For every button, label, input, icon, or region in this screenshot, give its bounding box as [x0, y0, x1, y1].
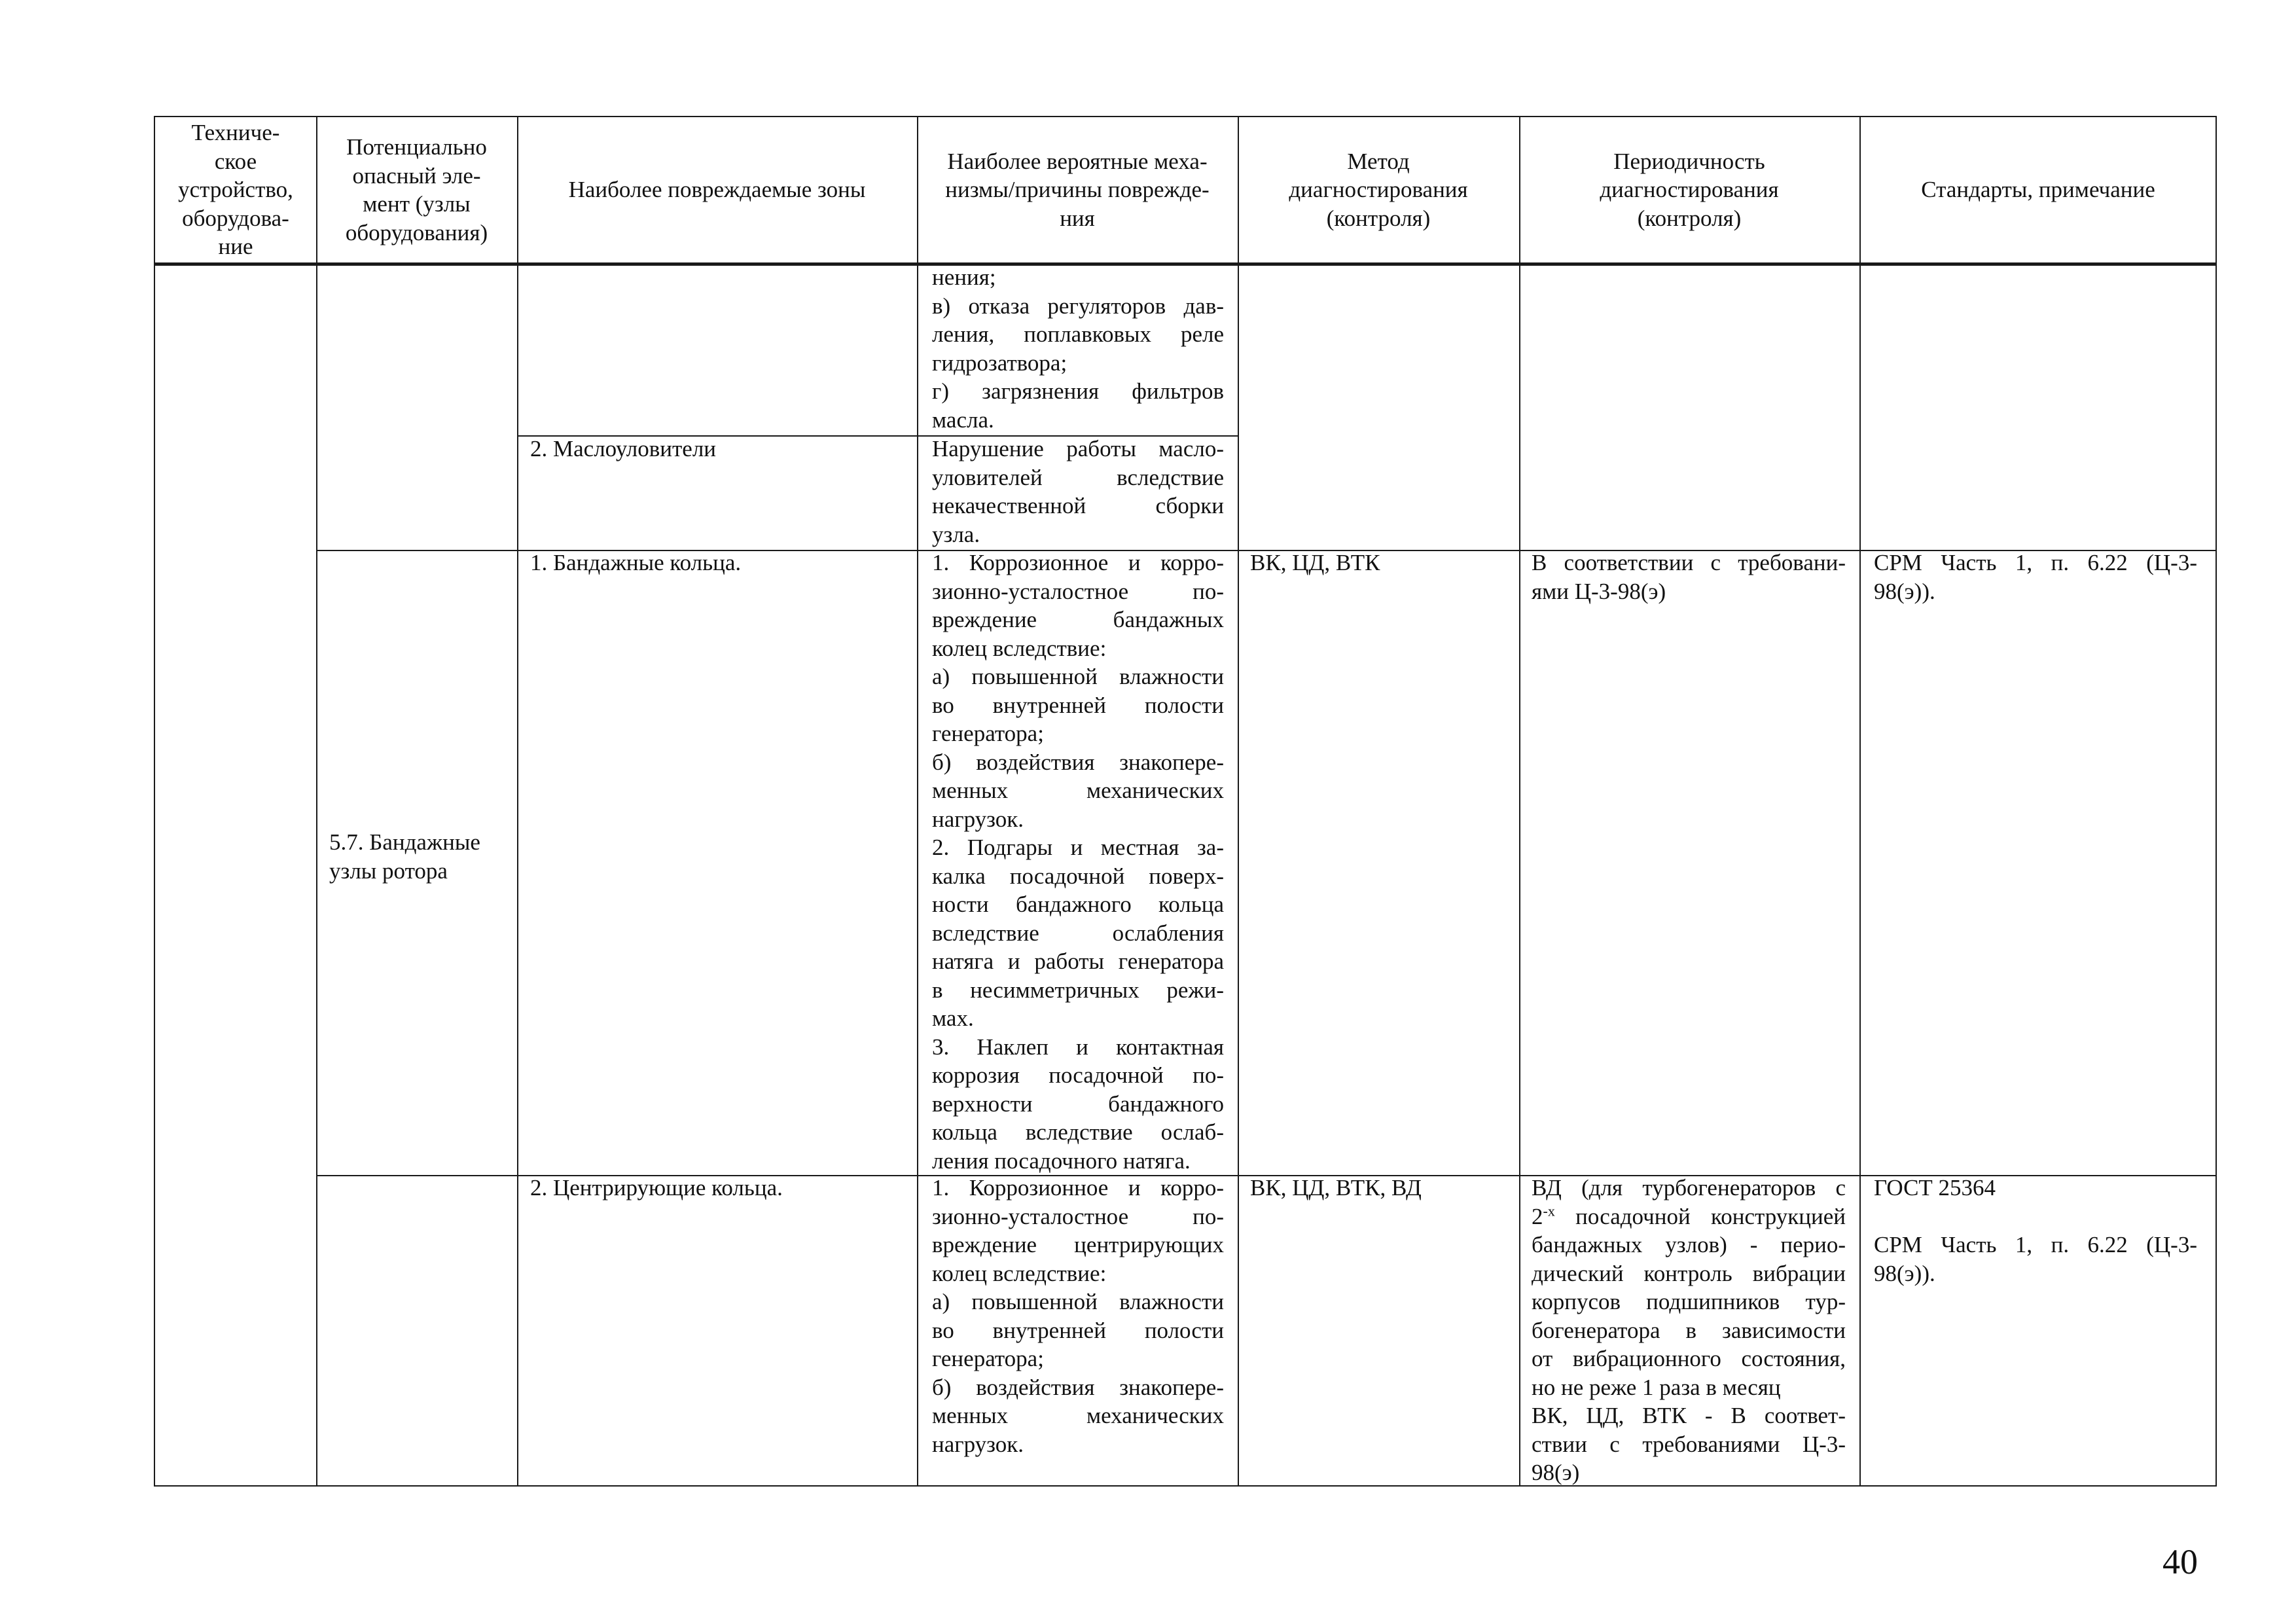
col-divider-4 [1238, 117, 1239, 1485]
cell-r2-zone: 2. Маслоуловители [530, 436, 717, 461]
cell-r3-method: ВК, ЦД, ВТК [1250, 550, 1380, 575]
col-divider-3 [917, 117, 918, 1485]
header-zones: Наиболее повреждаемые зоны [568, 177, 866, 203]
col-divider-6 [1859, 117, 1861, 1485]
cell-r4-standards-srm: СРМ Часть 1, п. 6.22 (Ц-3- 98(э)). [1874, 1232, 2197, 1286]
header-mechanisms: Наиболее вероятные меха- низмы/причины поврежде- ния [945, 148, 1210, 231]
cell-r4-zone: 2. Центрирующие кольца. [530, 1175, 783, 1200]
cell-r3-element: 5.7. Бандажные узлы ротора [329, 829, 480, 884]
cell-r4-periodicity: ВД (для турбогенераторов с $2^{-х}$ посадочной конструкцией бандажных узлов) - перио- дический контроль вибрации корпусов подшипников тур- богенератора в зависимости от вибрационного состояния, но не реже 1 раза в месяц ВК, ЦД, ВТК - В соответ- ствии с требованиями Ц-3- 98(э) [1532, 1175, 1846, 1485]
cell-r1-mechanisms: нения; в) отказа регуляторов дав- ления, поплавковых реле гидрозатвора; г) загрязнения фильтров масла. [932, 264, 1224, 433]
cell-r4-method: ВК, ЦД, ВТК, ВД [1250, 1175, 1422, 1200]
cell-r3-periodicity: В соответствии с требовани- ями Ц-3-98(э) [1532, 550, 1846, 604]
col-divider-5 [1519, 117, 1520, 1485]
cell-r3-mechanisms: 1. Коррозионное и корро- зионно-усталостное по- вреждение бандажных колец вследствие: а) повышенной влажности во внутренней полости генератора; б) воздействия знакопере- менных механических нагрузок. 2. Подгары и местная за- калка посадочной поверх- ности бандажного кольца вследствие ослабления натяга и работы генератора в несимметричных режи- мах. 3. Наклеп и контактная коррозия посадочной по- верхности бандажного кольца вследствие ослаб- ления посадочного натяга. [932, 550, 1224, 1174]
cell-r3-zone: 1. Бандажные кольца. [530, 550, 742, 575]
page-number: 40 [2162, 1542, 2198, 1581]
col-divider-1 [316, 117, 317, 1485]
col-divider-2 [517, 117, 518, 1485]
periodicity-line-2: $2^{-х}$ посадочной конструкцией [1532, 1202, 1846, 1229]
cell-r2-mechanisms: Нарушение работы масло- уловителей вследствие некачественной сборки узла. [932, 436, 1224, 547]
header-element: Потенциально опасный эле- мент (узлы оборудования) [345, 134, 488, 245]
header-method: Метод диагностирования (контроля) [1289, 148, 1468, 231]
header-standards: Стандарты, примечание [1921, 177, 2155, 203]
cell-r4-standards-gost: ГОСТ 25364 [1874, 1175, 1996, 1200]
header-equipment: Техниче- ское устройство, оборудова- ние [178, 120, 293, 260]
cell-r4-mechanisms: 1. Коррозионное и корро- зионно-усталостное по- вреждение центрирующих колец вследствие: а) повышенной влажности во внутренней полости генератора; б) воздействия знакопере- менных механических нагрузок. [932, 1175, 1224, 1457]
header-periodicity: Периодичность диагностирования (контроля) [1600, 148, 1779, 231]
cell-r3-standards: СРМ Часть 1, п. 6.22 (Ц-3- 98(э)). [1874, 550, 2197, 604]
